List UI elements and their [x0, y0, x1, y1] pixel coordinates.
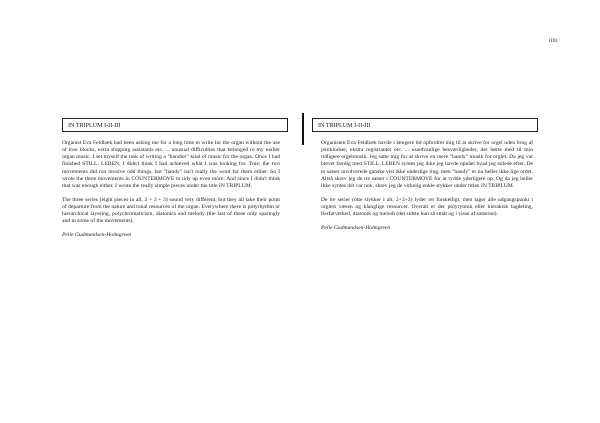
english-paragraph-2: The three series (eight pieces in all, 2 + 3 + 3) sound very different, but they all take their point of departure from the nature and tonal resources of the organ. Everywhere there is polyrhythm or hierarchical layering, polychromaticism, diatonics and melody (the last of these only sparingly and in some of the movements). — [62, 196, 280, 225]
danish-paragraph-1: Organisten Eva Feldbæk havde i længere tid opfordret mig til at skrive for orgel uden brug af jernklodser, ekstra registranter etc. ... usædvanlige besværligheder, der hørte med til min tidligere orgelmusik. Jeg satte mig for at skrive en mere "handy" musik for orglet. Da jeg var blevet færdig med STILL. LEBEN syntes jeg ikke jeg havde opnået hvad jeg stilede efter. De to satser involverede ganske vist ikke underlige ting, men "handy" er nu heller ikke lige ordet. Altså skrev jeg de tre satser i COUNTERMOVE for at rydde yderligere op. Og da jeg heller ikke syntes det var nok, skrev jeg de virkelig enkle stykker under titlen IN TRIPLUM. — [321, 140, 533, 189]
english-signature: Pelle Gudmundsen-Holmgreen — [62, 231, 132, 238]
english-column — [62, 118, 288, 239]
english-body — [62, 140, 288, 239]
danish-heading: IN TRIPLUM I-II-III — [312, 118, 538, 132]
english-heading: IN TRIPLUM I-II-III — [62, 118, 288, 132]
danish-signature: Pelle Gudmundsen-Holmgreen — [321, 224, 391, 231]
danish-body — [312, 140, 538, 232]
danish-column — [312, 118, 538, 232]
page-number: (III) — [549, 39, 558, 44]
column-divider — [302, 113, 304, 145]
english-paragraph-1: Organist Eva Feldbæk had been asking me for a long time to write for the organ without the use of iron blocks, extra stopping assistants etc. ... unusual difficulties that belonged to my earlier organ music. I set myself the task of writing a "handier" kind of music for the organ. Once I had finished STILL. LEBEN, I didn't think I had achieved what I was looking for. True, the two movements did not involve odd things, but "handy" isn't really the word for them either. So I wrote the three movements in COUNTERMOVE to tidy up even more. And since I didn't think that was enough either, I wrote the really simple pieces under the title IN TRIPLUM. — [62, 140, 280, 189]
danish-paragraph-2: De tre serier (otte stykker i alt, 2+3+3) lyder ret forskelligt, men tager alle udgangspunkt i orglets væsen og klanglige resourcer. Overalt er der polyrytmik eller hierakisk lagdeling, flerfarvethed, diatonik og melodi (det sidste kun så småt og i visse af satserne). — [321, 196, 533, 217]
